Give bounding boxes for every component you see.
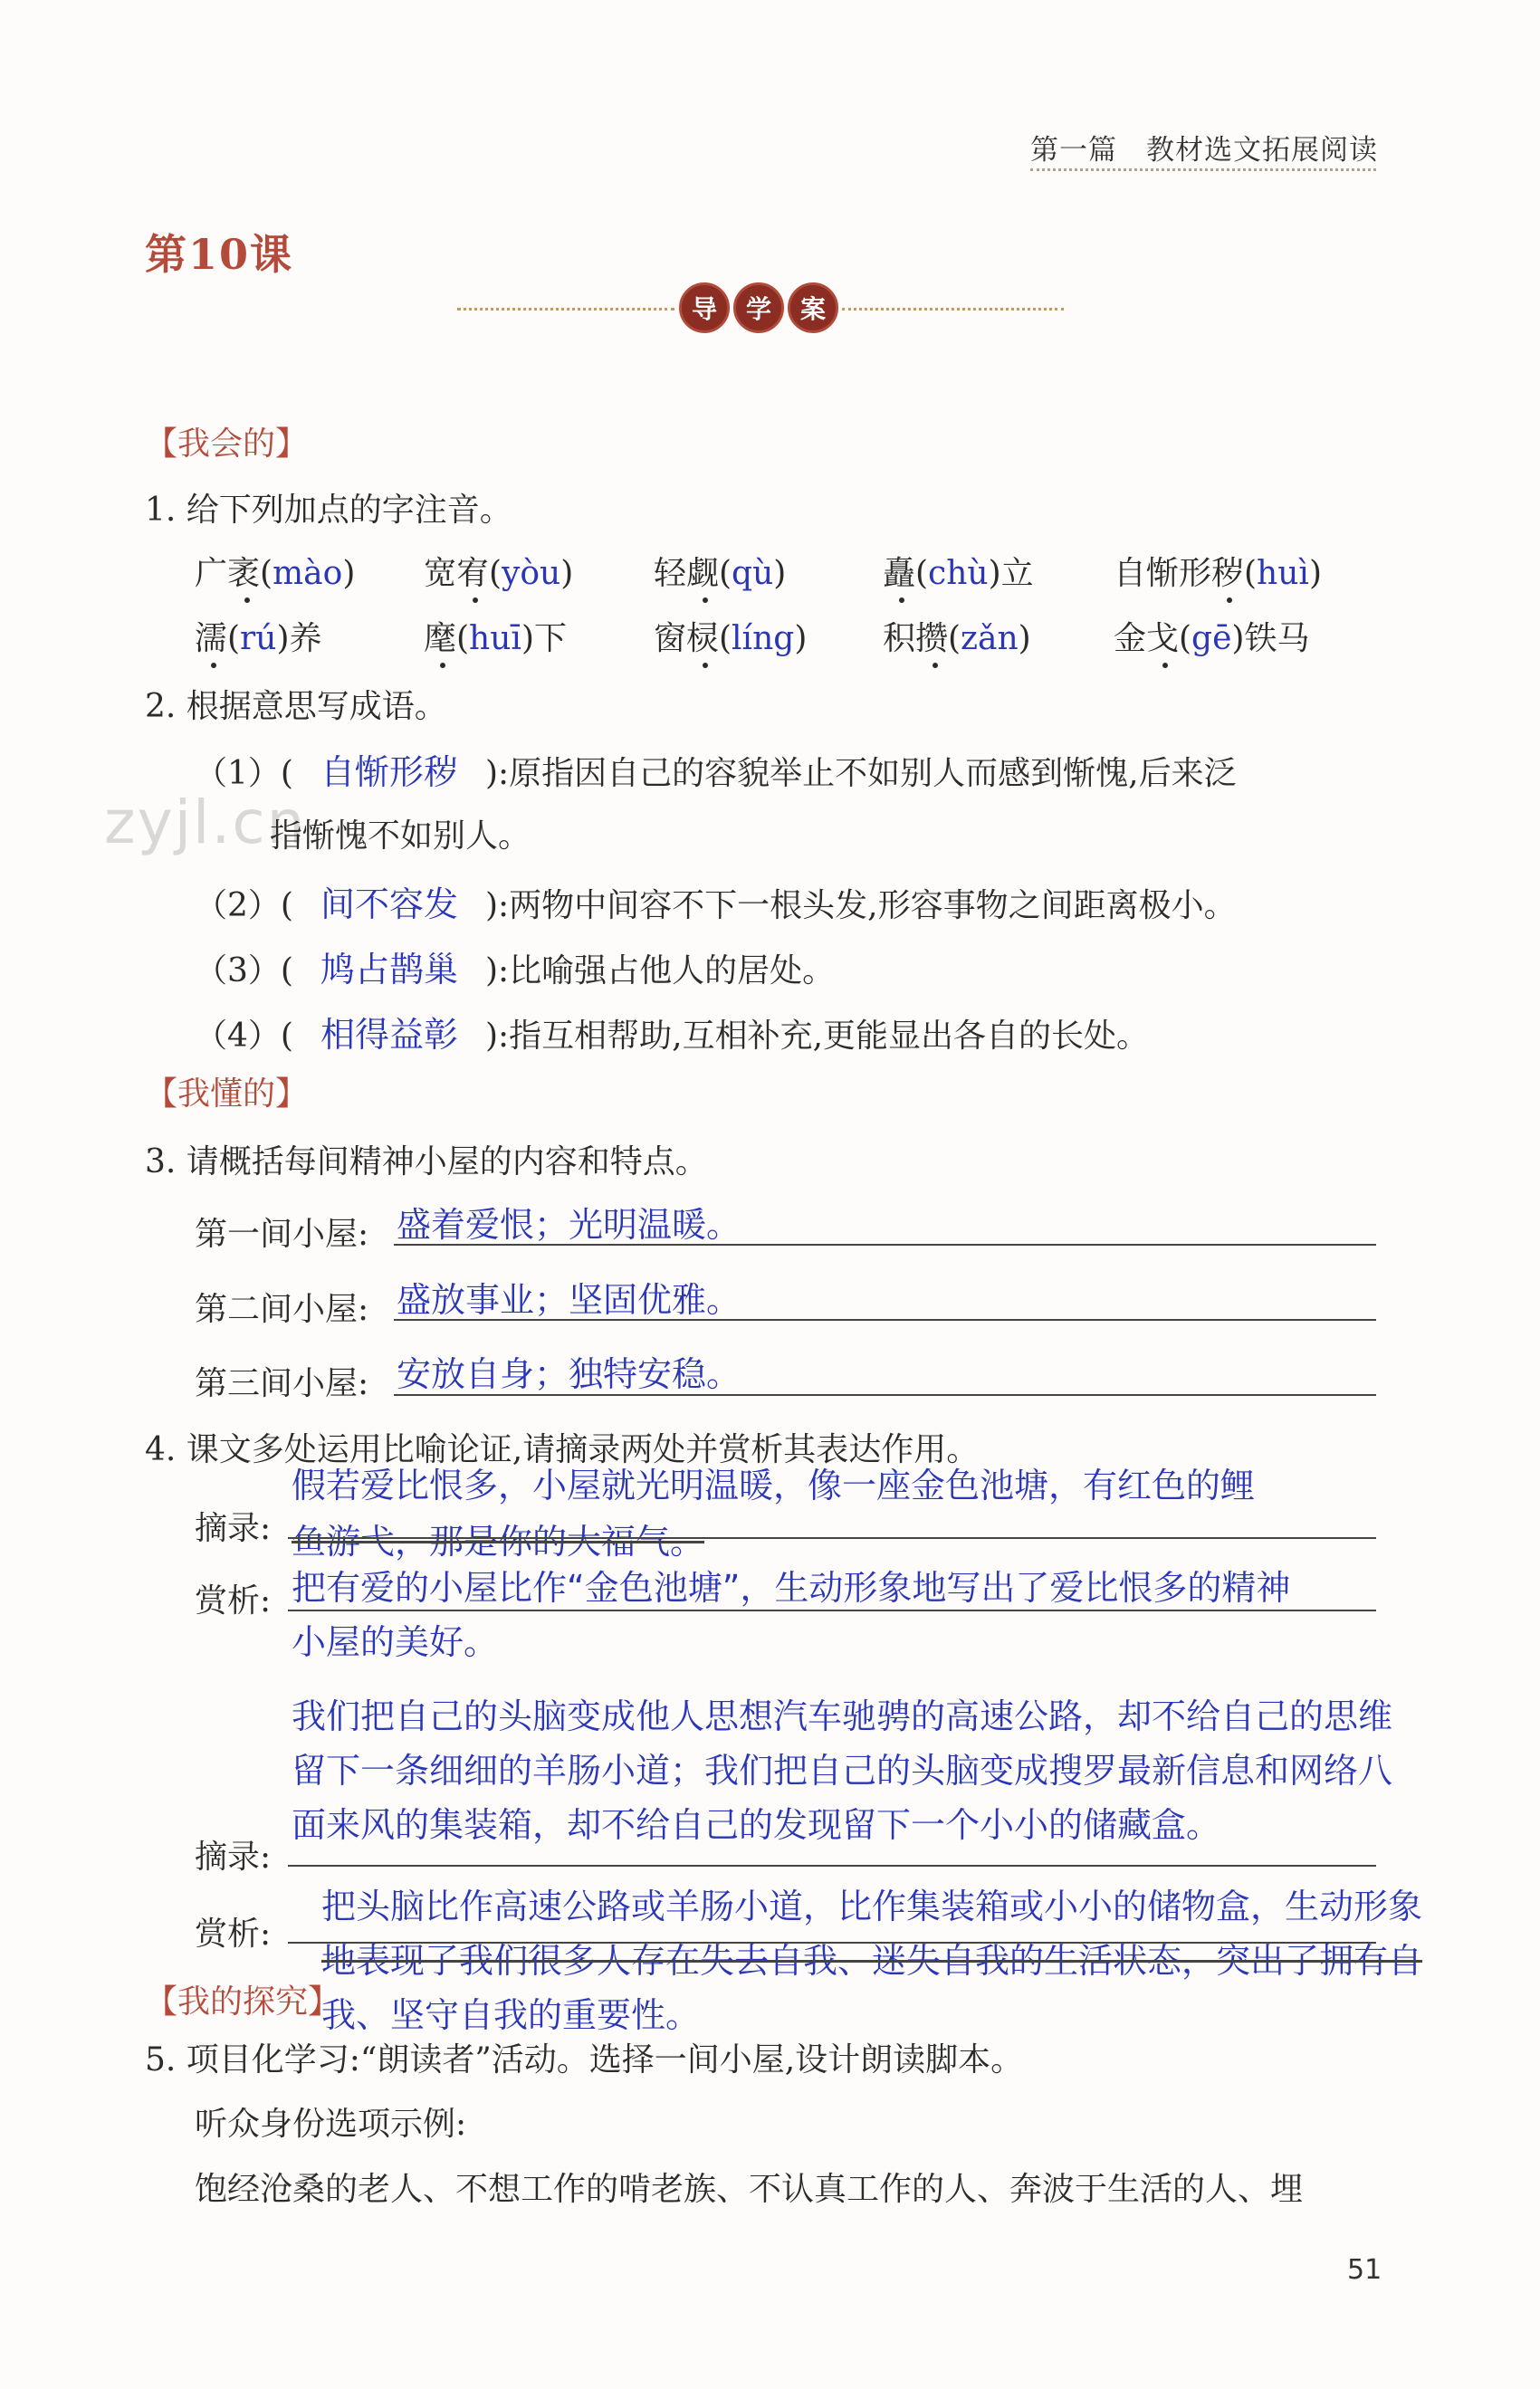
q1-item: 矗(chù)立 bbox=[883, 555, 1034, 592]
q2-item: （4）( 相得益彰 ):指互相帮助,互相补充,更能显出各自的长处。 bbox=[195, 1015, 1150, 1055]
q4-analysis-1-line1: 把有爱的小屋比作“金色池塘”，生动形象地写出了爱比恨多的精神 bbox=[292, 1568, 1291, 1608]
q4-excerpt-label: 摘录: bbox=[195, 1839, 272, 1876]
badge-xue: 学 bbox=[733, 282, 784, 333]
answer-line bbox=[394, 1319, 1376, 1321]
q1-item: 濡(rú)养 bbox=[195, 620, 322, 657]
emphasis-dot bbox=[703, 663, 708, 668]
q2-item: （2）( 间不容发 ):两物中间容不下一根头发,形容事物之间距离极小。 bbox=[195, 884, 1237, 924]
q4-analysis-2-line1: 把头脑比作高速公路或羊肠小道，比作集装箱或小小的储物盒，生动形象 bbox=[321, 1887, 1423, 1926]
q3-answer: 安放自身；独特安稳。 bbox=[397, 1354, 741, 1394]
badge-dao: 导 bbox=[679, 282, 730, 333]
emphasis-dot bbox=[1227, 597, 1232, 603]
q1-item: 金戈(gē)铁马 bbox=[1114, 620, 1310, 657]
emphasis-dot bbox=[899, 597, 904, 603]
q5-sub: 听众身份选项示例: bbox=[195, 2106, 467, 2143]
q4-excerpt-2-line1: 我们把自己的头脑变成他人思想汽车驰骋的高速公路，却不给自己的思维 bbox=[292, 1696, 1393, 1736]
answer-line bbox=[288, 1610, 1376, 1611]
q4-analysis-label: 赏析: bbox=[195, 1916, 272, 1953]
q1-item: 宽宥(yòu) bbox=[424, 555, 574, 592]
q4-analysis-1-line2: 小屋的美好。 bbox=[292, 1622, 499, 1662]
q3-row-label: 第一间小屋: bbox=[195, 1216, 369, 1253]
q1-item: 窗棂(líng) bbox=[654, 620, 808, 657]
q4-excerpt-2-line3: 面来风的集装箱，却不给自己的发现留下一个小小的储藏盒。 bbox=[292, 1805, 1221, 1845]
q4-analysis-2-line2: 地表现了我们很多人存在失去自我、迷失自我的生活状态，突出了拥有自 bbox=[321, 1941, 1423, 1981]
emphasis-dot bbox=[440, 663, 445, 668]
q1-item: 轻觑(qù) bbox=[654, 555, 787, 592]
answer-line bbox=[288, 1537, 1376, 1539]
dotted-rule-left bbox=[457, 308, 674, 311]
q2-prompt: 2. 根据意思写成语。 bbox=[145, 688, 447, 725]
guide-badges bbox=[679, 282, 838, 333]
q4-analysis-2-line3: 我、坚守自我的重要性。 bbox=[321, 1995, 701, 2035]
q3-prompt: 3. 请概括每间精神小屋的内容和特点。 bbox=[145, 1143, 708, 1180]
section-heading-i-can: 【我会的】 bbox=[145, 425, 309, 463]
q3-row-label: 第三间小屋: bbox=[195, 1365, 369, 1402]
page-number: 51 bbox=[1347, 2254, 1382, 2286]
q3-answer: 盛着爱恨；光明温暖。 bbox=[397, 1205, 741, 1245]
q1-item: 积攒(zǎn) bbox=[883, 620, 1031, 657]
running-header: 第一篇 教材选文拓展阅读 bbox=[1030, 134, 1378, 167]
header-underline bbox=[1030, 168, 1376, 171]
emphasis-dot bbox=[1162, 663, 1168, 668]
q1-prompt: 1. 给下列加点的字注音。 bbox=[145, 492, 512, 529]
answer-line bbox=[394, 1394, 1376, 1396]
lesson-title: 第10课 bbox=[145, 230, 294, 279]
answer-line bbox=[288, 1865, 1376, 1867]
q3-answer: 盛放事业；坚固优雅。 bbox=[397, 1280, 741, 1320]
q5-line: 饱经沧桑的老人、不想工作的啃老族、不认真工作的人、奔波于生活的人、埋 bbox=[195, 2171, 1304, 2208]
q4-excerpt-2-line2: 留下一条细细的羊肠小道；我们把自己的头脑变成搜罗最新信息和网络八 bbox=[292, 1751, 1393, 1791]
answer-line bbox=[394, 1244, 1376, 1246]
section-heading-i-understand: 【我懂的】 bbox=[145, 1075, 309, 1113]
q4-prompt: 4. 课文多处运用比喻论证,请摘录两处并赏析其表达作用。 bbox=[145, 1431, 980, 1468]
emphasis-dot bbox=[473, 597, 478, 603]
q1-item: 广袤(mào) bbox=[195, 555, 356, 592]
emphasis-dot bbox=[211, 663, 216, 668]
q2-item: （1）( 自惭形秽 ):原指因自己的容貌举止不如别人而感到惭愧,后来泛 bbox=[195, 752, 1237, 792]
q3-row-label: 第二间小屋: bbox=[195, 1291, 369, 1328]
dotted-rule-right bbox=[842, 308, 1064, 311]
section-heading-my-exploration: 【我的探究】 bbox=[145, 1983, 341, 2021]
q1-item: 麾(huī)下 bbox=[424, 620, 567, 657]
q2-item-cont: 指惭愧不如别人。 bbox=[270, 817, 531, 855]
watermark: zyjl.cn bbox=[104, 788, 307, 857]
badge-an: 案 bbox=[788, 282, 838, 333]
q2-item: （3）( 鸠占鹊巢 ):比喻强占他人的居处。 bbox=[195, 950, 836, 989]
q4-excerpt-1-line1: 假若爱比恨多，小屋就光明温暖，像一座金色池塘，有红色的鲤 bbox=[292, 1466, 1256, 1505]
emphasis-dot bbox=[703, 597, 708, 603]
q4-excerpt-1-line2: 鱼游弋，那是你的大福气。 bbox=[292, 1522, 705, 1562]
q5-prompt: 5. 项目化学习:“朗读者”活动。选择一间小屋,设计朗读脚本。 bbox=[145, 2041, 1024, 2078]
emphasis-dot bbox=[933, 663, 938, 668]
q4-analysis-label: 赏析: bbox=[195, 1582, 272, 1620]
q4-excerpt-label: 摘录: bbox=[195, 1510, 272, 1547]
emphasis-dot bbox=[244, 597, 250, 603]
q1-item: 自惭形秽(huì) bbox=[1114, 555, 1322, 592]
